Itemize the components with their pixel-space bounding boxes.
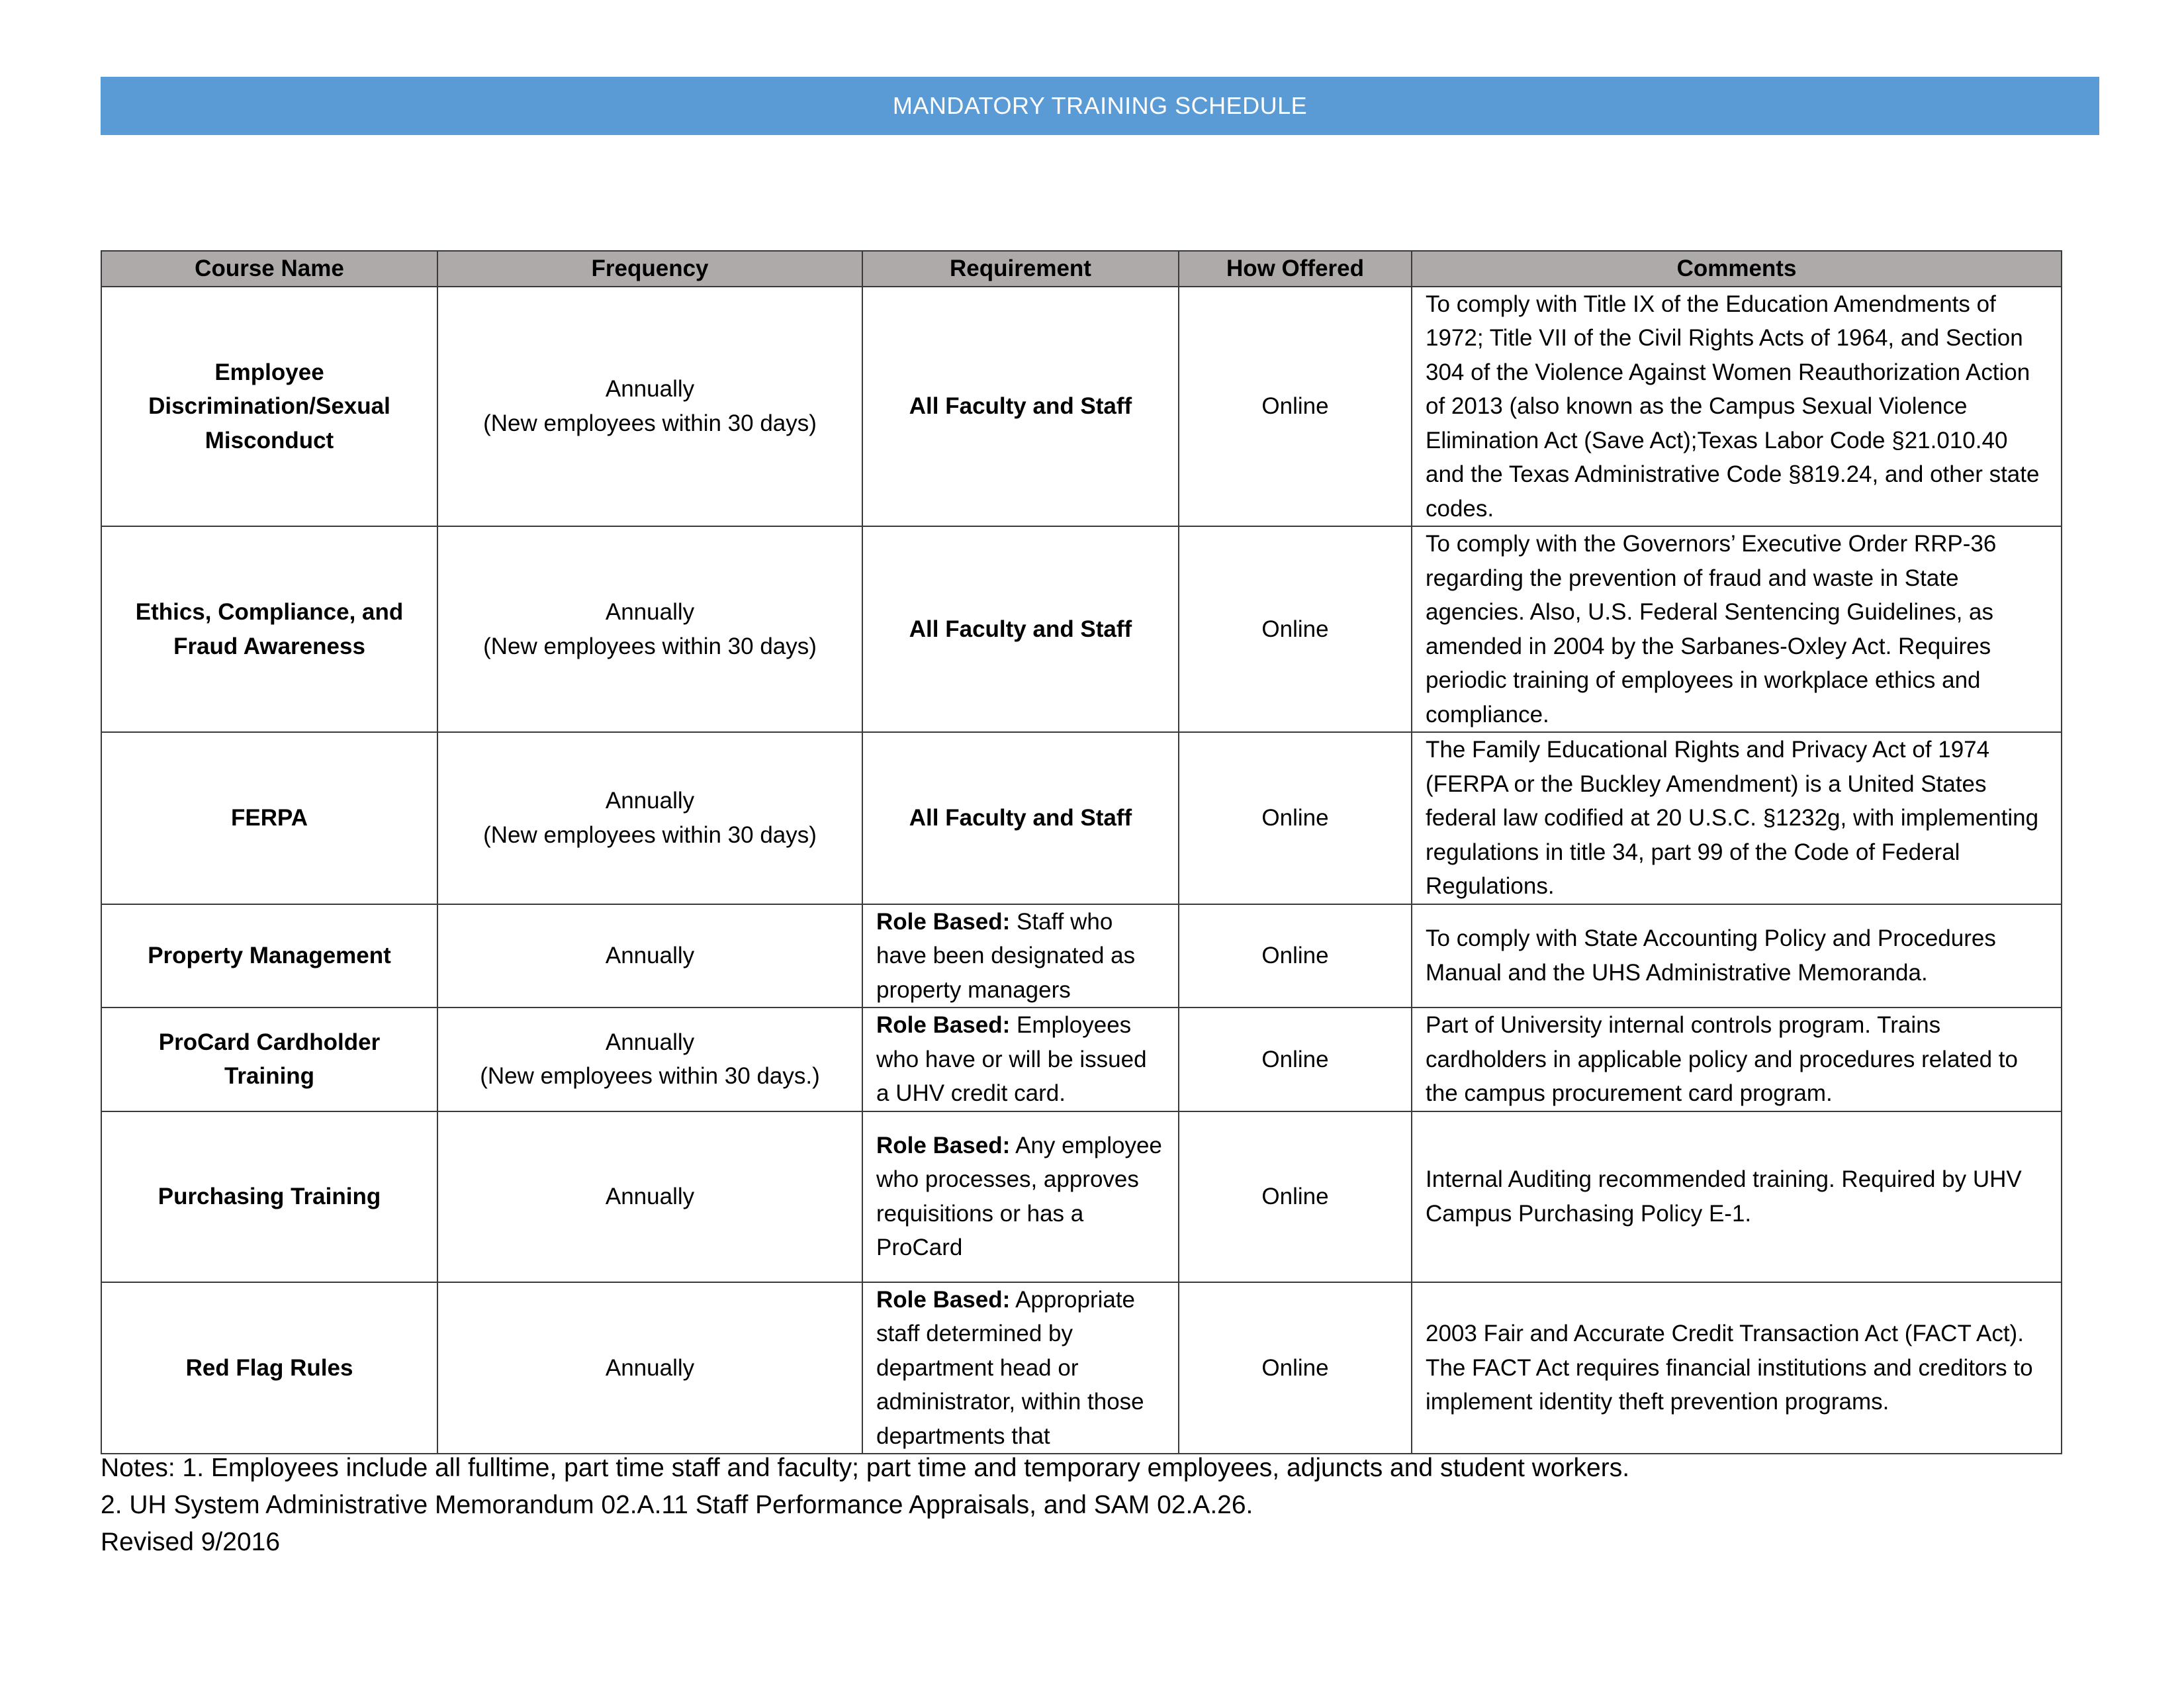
comments-cell: To comply with Title IX of the Education Amendments of 1972; Title VII of the Civil Rights Acts of 1964, and Section 304 of the Violence Against Women Reauthorization Action of 2013 (also known as the Campus Sexual Violence Elimination Act (Save Act);Texas Labor Code §21.010.40 and the Texas Administrative Code §819.24, and other state codes. — [1412, 287, 2062, 527]
training-schedule-table — [101, 250, 2062, 1454]
course-name-cell: Employee Discrimination/Sexual Misconduct — [101, 287, 437, 527]
revision-date: Revised 9/2016 — [101, 1528, 281, 1556]
frequency-note: (New employees within 30 days) — [483, 410, 817, 436]
comments-cell: 2003 Fair and Accurate Credit Transaction Act (FACT Act). The FACT Act requires financial institutions and creditors to implement identity theft prevention programs. — [1412, 1282, 2062, 1454]
frequency-text: Annually — [605, 1029, 695, 1055]
role-based-label: Role Based: — [876, 1012, 1011, 1038]
how-offered-cell: Online — [1179, 526, 1412, 732]
requirement-cell — [862, 1282, 1179, 1454]
column-header-course-name: Course Name — [101, 251, 437, 287]
comments-cell: To comply with State Accounting Policy and Procedures Manual and the UHS Administrative Memoranda. — [1412, 904, 2062, 1008]
frequency-cell — [437, 287, 862, 527]
table-row — [101, 904, 2062, 1008]
column-header-frequency: Frequency — [437, 251, 862, 287]
comments-cell: The Family Educational Rights and Privacy Act of 1974 (FERPA or the Buckley Amendment) is a United States federal law codified at 20 U.S.C. §1232g, with implementing regulations in title 34, part 99 of the Code of Federal Regulations. — [1412, 732, 2062, 904]
note-line-1: Notes: 1. Employees include all fulltime, part time staff and faculty; part time and temporary employees, adjuncts and student workers. — [101, 1454, 1630, 1482]
frequency-cell — [437, 526, 862, 732]
course-name-cell: ProCard Cardholder Training — [101, 1008, 437, 1111]
requirement-cell: All Faculty and Staff — [862, 287, 1179, 527]
table-row — [101, 732, 2062, 904]
requirement-cell — [862, 904, 1179, 1008]
how-offered-cell: Online — [1179, 904, 1412, 1008]
frequency-text: Annually — [605, 1183, 695, 1209]
how-offered-cell: Online — [1179, 1282, 1412, 1454]
course-name-cell: FERPA — [101, 732, 437, 904]
requirement-text: Employees who have or will be issued a UHV credit card. — [876, 1012, 1147, 1106]
frequency-text: Annually — [605, 599, 695, 625]
table-row — [101, 526, 2062, 732]
requirement-text: Staff who have been designated as property managers — [876, 908, 1136, 1003]
frequency-note: (New employees within 30 days.) — [480, 1063, 820, 1090]
role-based-label: Role Based: — [876, 908, 1011, 935]
table-header-row — [101, 251, 2062, 287]
comments-cell: To comply with the Governors’ Executive Order RRP-36 regarding the prevention of fraud and waste in State agencies. Also, U.S. Federal Sentencing Guidelines, as amended in 2004 by the Sarbanes-Oxley Act. Requires periodic training of employees in workplace ethics and compliance. — [1412, 526, 2062, 732]
frequency-text: Annually — [605, 376, 695, 402]
frequency-note: (New employees within 30 days) — [483, 633, 817, 659]
course-name-cell: Red Flag Rules — [101, 1282, 437, 1454]
frequency-cell — [437, 1282, 862, 1454]
column-header-requirement: Requirement — [862, 251, 1179, 287]
requirement-cell — [862, 1008, 1179, 1111]
table-row — [101, 1111, 2062, 1282]
table-row — [101, 287, 2062, 527]
comments-cell: Internal Auditing recommended training. Required by UHV Campus Purchasing Policy E-1. — [1412, 1111, 2062, 1282]
requirement-text: Any employee who processes, approves requisitions or has a ProCard — [876, 1132, 1162, 1260]
frequency-cell — [437, 1008, 862, 1111]
frequency-cell — [437, 732, 862, 904]
comments-cell: Part of University internal controls program. Trains cardholders in applicable policy and procedures related to the campus procurement card program. — [1412, 1008, 2062, 1111]
how-offered-cell: Online — [1179, 732, 1412, 904]
frequency-text: Annually — [605, 943, 695, 968]
frequency-note: (New employees within 30 days) — [483, 821, 817, 848]
requirement-cell: All Faculty and Staff — [862, 526, 1179, 732]
requirement-cell — [862, 1111, 1179, 1282]
requirement-cell: All Faculty and Staff — [862, 732, 1179, 904]
how-offered-cell: Online — [1179, 1008, 1412, 1111]
role-based-label: Role Based: — [876, 1286, 1011, 1313]
frequency-text: Annually — [605, 788, 695, 814]
note-line-2: 2. UH System Administrative Memorandum 02.A.11 Staff Performance Appraisals, and SAM 02.A.26. — [101, 1491, 1253, 1519]
table-row — [101, 1282, 2062, 1454]
course-name-cell: Property Management — [101, 904, 437, 1008]
frequency-text: Annually — [605, 1354, 695, 1381]
role-based-label: Role Based: — [876, 1132, 1011, 1158]
notes-section — [101, 1450, 1629, 1561]
frequency-cell — [437, 904, 862, 1008]
table-row — [101, 1008, 2062, 1111]
column-header-how-offered: How Offered — [1179, 251, 1412, 287]
how-offered-cell: Online — [1179, 287, 1412, 527]
how-offered-cell: Online — [1179, 1111, 1412, 1282]
page-title: MANDATORY TRAINING SCHEDULE — [101, 77, 2099, 135]
frequency-cell — [437, 1111, 862, 1282]
requirement-text: Appropriate staff determined by department head or administrator, within those departments that — [876, 1286, 1144, 1449]
column-header-comments: Comments — [1412, 251, 2062, 287]
course-name-cell: Ethics, Compliance, and Fraud Awareness — [101, 526, 437, 732]
course-name-cell: Purchasing Training — [101, 1111, 437, 1282]
